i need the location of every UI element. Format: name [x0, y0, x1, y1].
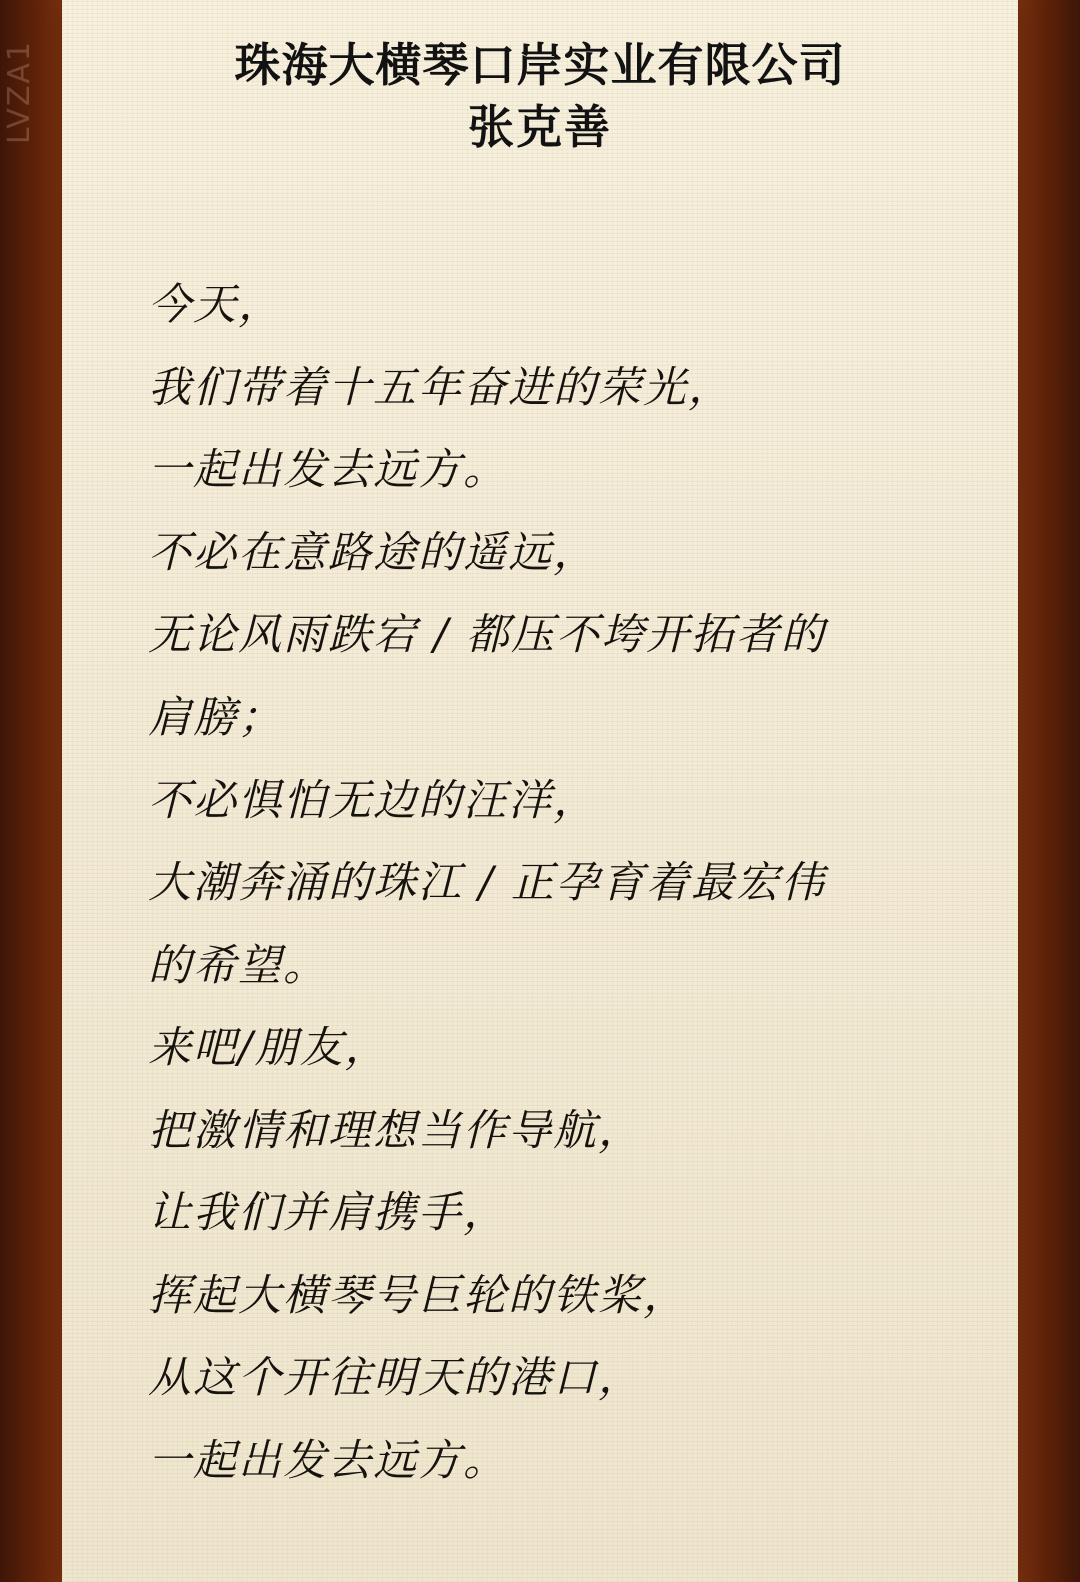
poem-line: 的希望。	[148, 940, 328, 991]
poem-body	[114, 264, 966, 1502]
poem-line: 我们带着十五年奋进的荣光，	[148, 362, 733, 413]
poem-line: 大潮奔涌的珠江 / 正孕育着最宏伟	[148, 858, 826, 909]
poem-line: 挥起大横琴号巨轮的铁桨，	[148, 1270, 688, 1321]
poem-line: 把激情和理想当作导航，	[148, 1105, 643, 1156]
poem-line: 一起出发去远方。	[148, 445, 508, 496]
watermark-text: LVZA1	[2, 40, 37, 145]
paper-sheet	[62, 0, 1018, 1582]
poem-line: 无论风雨跌宕 / 都压不垮开拓者的	[148, 610, 826, 661]
page-title: 珠海大横琴口岸实业有限公司	[234, 40, 846, 91]
poem-line: 不必惧怕无边的汪洋，	[148, 775, 598, 826]
left-border-band	[0, 0, 62, 1582]
poem-line: 不必在意路途的遥远，	[148, 527, 598, 578]
poem-line: 一起出发去远方。	[148, 1435, 508, 1486]
poem-line: 从这个开往明天的港口，	[148, 1353, 643, 1404]
title-block	[114, 26, 966, 156]
poem-line: 今天，	[148, 280, 283, 331]
right-border-band	[1018, 0, 1080, 1582]
poem-line: 让我们并肩携手，	[148, 1188, 508, 1239]
poem-line: 来吧/朋友，	[148, 1023, 390, 1074]
author-name: 张克善	[468, 102, 612, 154]
poem-line: 肩膀；	[148, 692, 283, 743]
